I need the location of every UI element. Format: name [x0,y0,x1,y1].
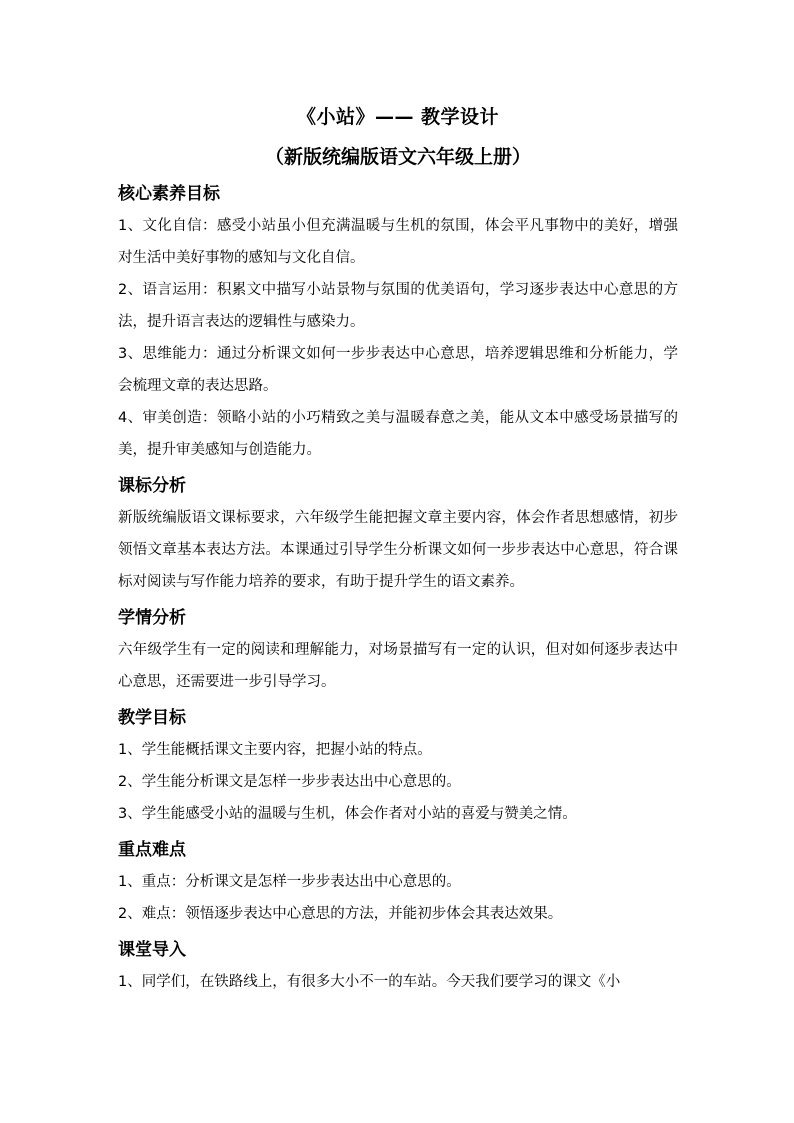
paragraph: 3、学生能感受小站的温暖与生机，体会作者对小站的喜爱与赞美之情。 [118,806,577,822]
paragraph: 1、文化自信：感受小站虽小但充满温暖与生机的氛围，体会平凡事物中的美好，增强对生活中美好事物的感知与文化自信。 [118,218,678,266]
paragraph: 新版统编版语文课标要求，六年级学生能把握文章主要内容，体会作者思想感情，初步领悟文章基本表达方法。本课通过引导学生分析课文如何一步步表达中心意思，符合课标对阅读与写作能力培养的要求，有助于提升学生的语文素养。 [118,510,678,590]
section-curriculum-analysis [118,470,678,598]
paragraph: 1、学生能概括课文主要内容，把握小站的特点。 [118,742,432,758]
section-teaching-goals [118,702,678,830]
section-heading: 核心素养目标 [118,184,220,204]
paragraph: 1、重点：分析课文是怎样一步步表达出中心意思的。 [118,874,461,890]
paragraph: 2、难点：领悟逐步表达中心意思的方法，并能初步体会其表达效果。 [118,906,563,922]
section-student-analysis [118,602,678,698]
document-subtitle: （新版统编版语文六年级上册） [264,146,531,168]
paragraph: 六年级学生有一定的阅读和理解能力，对场景描写有一定的认识，但对如何逐步表达中心意思，还需要进一步引导学习。 [118,642,678,690]
section-class-introduction [118,934,678,998]
document-content [118,100,678,998]
section-heading: 教学目标 [118,708,186,728]
paragraph: 4、审美创造：领略小站的小巧精致之美与温暖春意之美，能从文本中感受场景描写的美，提升审美感知与创造能力。 [118,410,678,458]
section-heading: 课标分析 [118,476,186,496]
paragraph: 2、语言运用：积累文中描写小站景物与氛围的优美语句，学习逐步表达中心意思的方法，提升语言表达的逻辑性与感染力。 [118,282,678,330]
section-key-points [118,834,678,930]
paragraph: 2、学生能分析课文是怎样一步步表达出中心意思的。 [118,774,461,790]
paragraph: 1、同学们，在铁路线上，有很多大小不一的车站。今天我们要学习的课文《小 [118,974,621,990]
section-heading: 重点难点 [118,840,186,860]
paragraph: 3、思维能力：通过分析课文如何一步步表达中心意思，培养逻辑思维和分析能力，学会梳理文章的表达思路。 [118,346,678,394]
document-title: 《小站》—— 教学设计 [296,106,500,128]
section-heading: 学情分析 [118,608,186,628]
section-core-competency-goals [118,178,678,466]
section-heading: 课堂导入 [118,940,186,960]
